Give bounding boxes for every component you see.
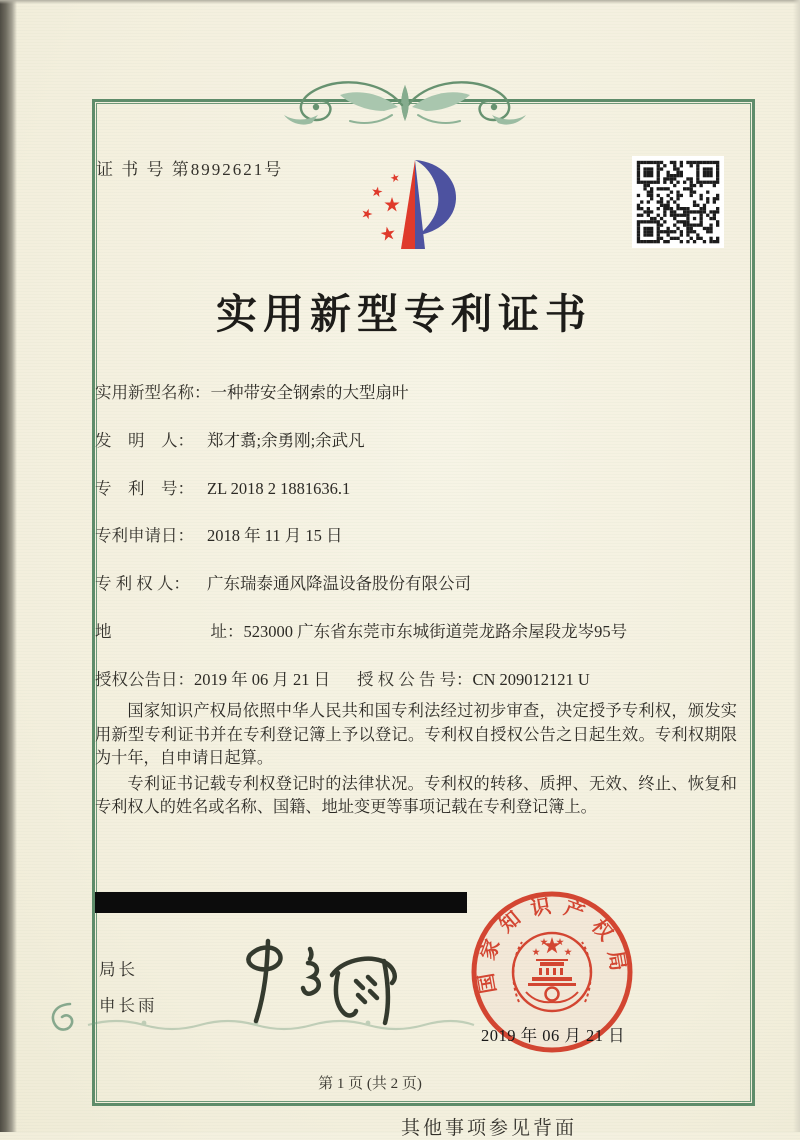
field-label: 专 利 号： <box>95 478 194 498</box>
grant-number-group <box>357 671 590 690</box>
legal-paragraph-2: 专利证书记载专利权登记时的法律状况。专利权的转移、质押、无效、终止、恢复和专利权人的姓名或名称、国籍、地址变更等事项记载在专利登记簿上。 <box>95 774 737 816</box>
svg-text:家: 家 <box>477 936 505 963</box>
certificate-number: 证 书 号 第8992621号 <box>96 160 284 179</box>
signature-image <box>220 933 410 1028</box>
field-label: 授权公告日： <box>95 669 194 689</box>
field-row-address <box>95 623 743 671</box>
certificate-title: 实用新型专利证书 <box>216 291 592 337</box>
field-label: 专 利 权 人： <box>95 574 190 594</box>
svg-text:识: 识 <box>528 895 553 921</box>
field-value: 523000 广东省东莞市东城街道莞龙路余屋段龙岑95号 <box>243 621 628 641</box>
field-value: ZL 2018 2 1881636.1 <box>207 478 351 498</box>
legal-text <box>95 700 737 822</box>
svg-text:产: 产 <box>561 897 588 925</box>
field-value: 2019 年 06 月 21 日 <box>194 669 331 689</box>
field-row-filing-date <box>95 527 743 575</box>
field-list <box>95 384 743 719</box>
svg-text:权: 权 <box>586 915 617 945</box>
field-label: 授 权 公 告 号： <box>357 669 473 689</box>
seal-date: 2019 年 06 月 21 日 <box>481 1026 626 1045</box>
field-value: 郑才翥;余勇刚;余武凡 <box>207 430 365 450</box>
qr-code <box>632 156 724 248</box>
scan-top-shadow <box>0 0 800 4</box>
border-ornament-top <box>280 70 530 130</box>
scan-left-shadow <box>0 0 17 1132</box>
svg-text:知: 知 <box>495 907 525 938</box>
field-value: CN 209012121 U <box>472 669 590 689</box>
scan-right-shadow <box>793 0 800 1132</box>
field-label: 地 址： <box>95 621 244 641</box>
svg-text:国: 国 <box>475 971 501 996</box>
field-value: 2018 年 11 月 15 日 <box>207 526 343 546</box>
legal-paragraph-1: 国家知识产权局依照中华人民共和国专利法经过初步审查，决定授予专利权，颁发实用新型专利证书并在专利登记簿上予以登记。专利权自授权公告之日起生效。专利权期限为十年，自申请日起算。 <box>95 702 737 767</box>
field-label: 实用新型名称： <box>95 383 211 402</box>
cnipa-logo-icon <box>345 152 463 252</box>
signer-title: 局长 <box>99 960 138 979</box>
field-value: 广东瑞泰通风降温设备股份有限公司 <box>207 574 471 594</box>
field-label: 专利申请日： <box>95 526 194 546</box>
border-ornament-curl <box>46 1000 76 1036</box>
field-row-name <box>95 384 743 432</box>
field-value: 一种带安全钢索的大型扇叶 <box>210 383 409 402</box>
redaction-bar <box>95 892 467 913</box>
back-note: 其他事项参见背面 <box>401 1118 578 1139</box>
field-row-patent-no <box>95 480 743 528</box>
svg-text:局: 局 <box>603 948 629 973</box>
signer-name: 申长雨 <box>99 996 158 1015</box>
field-row-inventors <box>95 432 743 480</box>
field-row-patentee <box>95 575 743 623</box>
field-label: 发 明 人： <box>95 430 194 450</box>
page-number: 第 1 页 (共 2 页) <box>318 1076 422 1092</box>
